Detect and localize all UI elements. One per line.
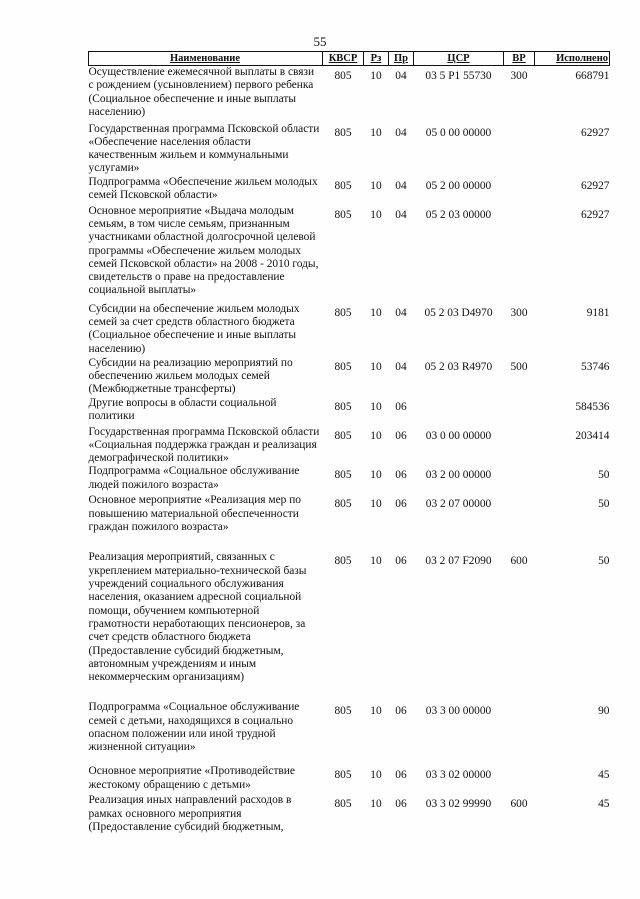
cell-vr: 600 [510,798,528,811]
cell-rz: 10 [370,469,382,482]
cell-vr [504,123,535,176]
header-csr: ЦСР [414,52,504,66]
table-body [89,66,610,835]
cell-pr: 04 [395,306,407,319]
cell-amount: 62927 [581,179,610,192]
cell-rz: 10 [370,126,382,139]
cell-amount: 62927 [581,126,610,139]
table-row [89,794,610,834]
cell-vr [504,397,535,426]
cell-csr: 03 3 02 99990 [425,798,492,811]
page-number: 55 [313,34,327,49]
cell-rz: 10 [370,360,382,373]
cell-vr [504,765,535,794]
cell-kvsr: 805 [334,360,352,373]
cell-pr: 06 [395,798,407,811]
cell-vr [504,176,535,205]
table-row [89,765,610,794]
cell-pr: 04 [395,360,407,373]
header-vr: ВР [504,52,535,66]
cell-csr: 05 2 00 00000 [425,179,492,192]
cell-name: Реализация иных направлений расходов в рамках основного мероприятия (Предоставление субсидий бюджетным, [88,794,292,834]
cell-csr: 03 0 00 00000 [425,429,492,442]
table-row [89,357,610,397]
cell-csr: 05 0 00 00000 [425,126,492,139]
cell-amount: 9181 [586,306,610,319]
cell-pr: 04 [395,208,407,221]
table-row [89,176,610,205]
cell-amount: 45 [598,798,610,811]
cell-name: Субсидии на обеспечение жильем молодых семей за счет средств областного бюджета (Социальное обеспечение и иные выплаты населению) [88,302,300,355]
cell-vr: 300 [510,70,528,82]
cell-kvsr: 805 [334,400,352,413]
cell-name: Основное мероприятие «Реализация мер по повышению материальной обеспеченности граждан пожилого возраста» [88,494,301,534]
table-header-row [89,52,610,66]
cell-csr: 03 5 P1 55730 [425,70,492,82]
cell-pr: 04 [395,70,407,82]
cell-pr: 06 [395,555,407,568]
cell-pr: 04 [395,126,407,139]
cell-rz: 10 [370,705,382,718]
cell-amount: 45 [598,769,610,782]
cell-vr [504,494,535,551]
table-row [89,205,610,303]
cell-kvsr: 805 [334,705,352,718]
cell-kvsr: 805 [334,429,352,442]
cell-kvsr: 805 [334,126,352,139]
table-row [89,303,610,357]
cell-amount: 53746 [581,360,610,373]
cell-kvsr: 805 [334,798,352,811]
cell-amount: 50 [598,469,610,482]
cell-csr: 03 3 00 00000 [425,705,492,718]
cell-vr [504,465,535,494]
cell-name: Основное мероприятие «Выдача молодым семьям, в том числе семьям, признанным участниками областной долгосрочной целевой программы «Обеспечение жильем молодых семей Псковской области» на 2008 - 2010 годы, свидетельств о праве на предоставление социальной выплаты» [88,204,319,297]
cell-csr: 03 3 02 00000 [425,769,492,782]
cell-amount: 50 [598,498,610,511]
table-row [89,426,610,466]
cell-vr: 500 [510,360,528,373]
cell-kvsr: 805 [334,555,352,568]
table-row [89,66,610,123]
cell-kvsr: 805 [334,179,352,192]
table-row [89,494,610,551]
cell-name: Подпрограмма «Социальное обслуживание людей пожилого возраста» [88,465,300,491]
cell-pr: 06 [395,469,407,482]
cell-rz: 10 [370,555,382,568]
budget-table [88,51,610,834]
cell-kvsr: 805 [334,70,352,82]
cell-amount: 50 [598,555,610,568]
cell-name: Субсидии на реализацию мероприятий по обеспечению жильем молодых семей (Межбюджетные трансферты) [88,356,293,396]
cell-amount: 90 [598,705,610,718]
header-kvsr: КВСР [323,52,364,66]
cell-rz: 10 [370,429,382,442]
table-row [89,701,610,765]
cell-amount: 668791 [575,70,610,82]
cell-name: Реализация мероприятий, связанных с укреплением материально-технической базы учреждений социального обслуживания населения, оказанием адресной социальной помощи, обучением компьютерной грамотности неработающих пенсионеров, за счет средств областного бюджета (Предоставление субсидий бюджетным, автономным учреждениям и иным некоммерческим организациям) [88,551,307,684]
cell-csr: 05 2 03 R4970 [424,360,493,373]
cell-name: Государственная программа Псковской области «Социальная поддержка граждан и реализация демографической политики» [88,425,320,465]
cell-kvsr: 805 [334,469,352,482]
cell-amount: 62927 [581,208,610,221]
cell-name: Государственная программа Псковской области «Обеспечение населения области качественным жильем и коммунальными услугами» [88,122,320,175]
cell-rz: 10 [370,70,382,82]
table-row [89,465,610,494]
cell-name: Подпрограмма «Социальное обслуживание семей с детьми, находящихся в социально опасном положении или иной трудной жизненной ситуации» [88,701,300,754]
cell-name: Другие вопросы в области социальной политики [88,396,277,422]
cell-name: Подпрограмма «Обеспечение жильем молодых семей Псковской области» [88,175,318,201]
header-pr: Пр [389,52,414,66]
cell-csr: 05 2 03 00000 [425,208,492,221]
cell-pr: 06 [395,400,407,413]
cell-csr [414,397,504,426]
cell-vr: 600 [510,555,528,568]
cell-amount: 584536 [575,400,610,413]
cell-rz: 10 [370,306,382,319]
cell-pr: 06 [395,498,407,511]
cell-pr: 06 [395,429,407,442]
cell-name: Осуществление ежемесячной выплаты в связи с рождением (усыновлением) первого ребенка (Социальное обеспечение и иные выплаты населению) [88,66,315,118]
cell-amount: 203414 [575,429,610,442]
cell-rz: 10 [370,208,382,221]
cell-rz: 10 [370,400,382,413]
cell-rz: 10 [370,769,382,782]
cell-kvsr: 805 [334,769,352,782]
cell-name: Основное мероприятие «Противодействие жестокому обращению с детьми» [88,765,295,791]
cell-kvsr: 805 [334,208,352,221]
cell-rz: 10 [370,798,382,811]
cell-kvsr: 805 [334,498,352,511]
header-name: Наименование [89,52,323,66]
cell-csr: 05 2 03 D4970 [424,306,493,319]
cell-vr [504,205,535,303]
cell-rz: 10 [370,179,382,192]
header-amount: Исполнено [535,52,610,66]
cell-csr: 03 2 07 F2090 [425,555,492,568]
table-row [89,123,610,176]
table-row [89,551,610,701]
table-row [89,397,610,426]
cell-vr [504,701,535,765]
cell-pr: 06 [395,705,407,718]
header-rz: Рз [364,52,389,66]
cell-vr [504,426,535,466]
cell-csr: 03 2 07 00000 [425,498,492,511]
cell-kvsr: 805 [334,306,352,319]
cell-rz: 10 [370,498,382,511]
cell-pr: 06 [395,769,407,782]
cell-pr: 04 [395,179,407,192]
cell-csr: 03 2 00 00000 [425,469,492,482]
cell-vr: 300 [510,306,528,319]
